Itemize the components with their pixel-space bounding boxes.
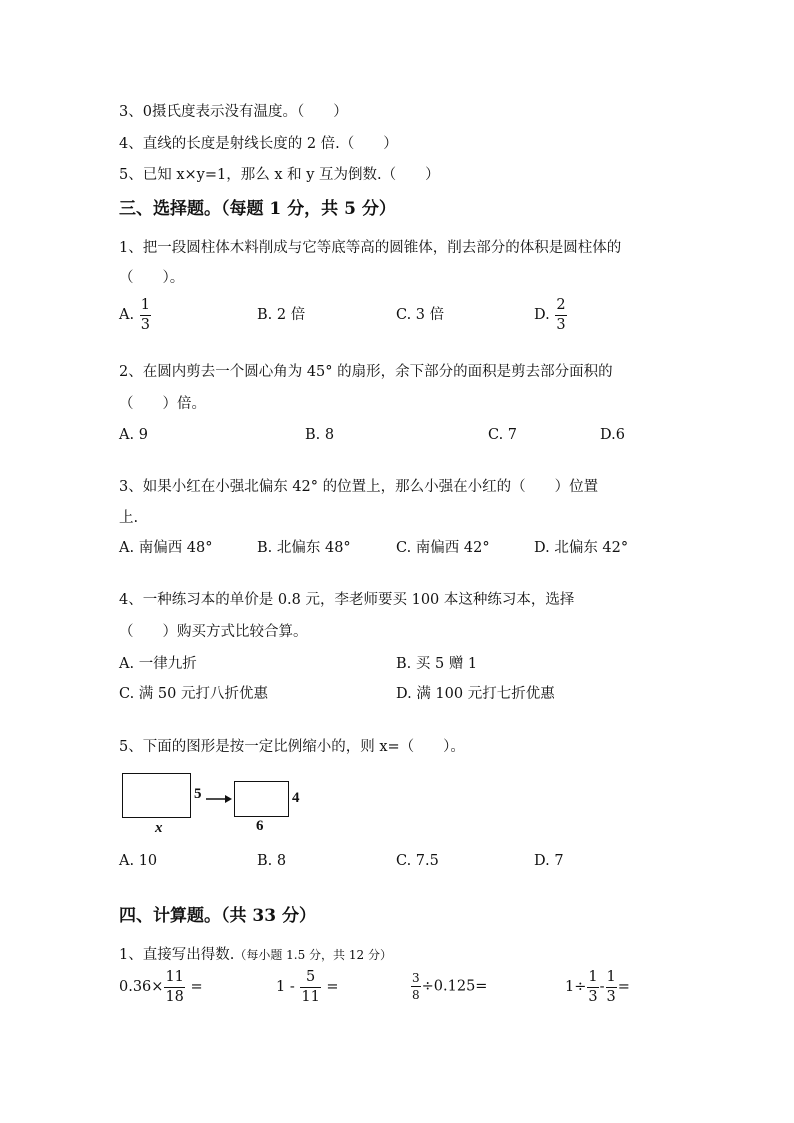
option-d: D. 北偏东 42° bbox=[534, 540, 629, 556]
option-c: C. 3 倍 bbox=[396, 307, 445, 323]
question-text: 2、在圆内剪去一个圆心角为 45° 的扇形，余下部分的面积是剪去部分面积的 bbox=[119, 364, 613, 380]
label-4: 4 bbox=[292, 790, 300, 806]
label-x: x bbox=[155, 820, 163, 836]
section-heading: 三、选择题。（每题 1 分，共 5 分） bbox=[119, 199, 396, 219]
option-c: C. 满 50 元打八折优惠 bbox=[119, 686, 268, 702]
option-a: A. 南偏西 48° bbox=[119, 540, 213, 556]
judgement-item: 4、直线的长度是射线长度的 2 倍.（ ） bbox=[119, 136, 398, 152]
calc-expression-2: 1 - $\frac{5}{11}$ = bbox=[276, 969, 339, 1005]
arrow-right-icon bbox=[205, 793, 233, 805]
calc-expression-4: 1÷ $\frac{1}{3}$ - $\frac{1}{3}$ = bbox=[565, 969, 630, 1005]
option-d: D. $\frac{2}{3}$ bbox=[534, 297, 566, 333]
option-c: C. 7.5 bbox=[396, 853, 439, 869]
option-d: D. 满 100 元打七折优惠 bbox=[396, 686, 555, 702]
option-a: A. $\frac{1}{3}$ bbox=[119, 297, 150, 333]
option-a: A. 9 bbox=[119, 427, 148, 443]
option-c: C. 7 bbox=[488, 427, 518, 443]
large-rectangle bbox=[122, 773, 191, 818]
question-text: 5、下面的图形是按一定比例缩小的，则 x=（ ）。 bbox=[119, 739, 465, 755]
label-6: 6 bbox=[256, 818, 264, 834]
option-b: B. 2 倍 bbox=[257, 307, 306, 323]
option-b: B. 北偏东 48° bbox=[257, 540, 351, 556]
question-text: 上. bbox=[119, 510, 139, 526]
label-5: 5 bbox=[194, 786, 202, 802]
calc-expression-1: 0.36× $\frac{11}{18}$ = bbox=[119, 969, 203, 1005]
judgement-item: 5、已知 x×y=1，那么 x 和 y 互为倒数.（ ） bbox=[119, 167, 440, 183]
question-text: （ ）倍。 bbox=[119, 396, 206, 412]
question-text: （ ）购买方式比较合算。 bbox=[119, 624, 308, 640]
question-text: 3、如果小红在小强北偏东 42° 的位置上，那么小强在小红的（ ）位置 bbox=[119, 479, 599, 495]
option-b: B. 8 bbox=[305, 427, 335, 443]
question-text: 1、直接写出得数.（每小题 1.5 分，共 12 分） bbox=[119, 947, 392, 963]
option-b: B. 8 bbox=[257, 853, 287, 869]
option-d: D. 7 bbox=[534, 853, 564, 869]
option-a: A. 10 bbox=[119, 853, 158, 869]
calc-expression-3: $\frac{3}{8}$ ÷0.125= bbox=[412, 971, 488, 1002]
small-rectangle bbox=[234, 781, 289, 817]
section-heading: 四、计算题。（共 33 分） bbox=[119, 906, 316, 926]
question-text: 4、一种练习本的单价是 0.8 元，李老师要买 100 本这种练习本，选择 bbox=[119, 592, 575, 608]
option-b: B. 买 5 赠 1 bbox=[396, 656, 478, 672]
judgement-item: 3、0摄氏度表示没有温度。（ ） bbox=[119, 104, 348, 120]
question-text: 1、把一段圆柱体木料削成与它等底等高的圆锥体，削去部分的体积是圆柱体的 bbox=[119, 240, 622, 256]
option-c: C. 南偏西 42° bbox=[396, 540, 490, 556]
option-d: D.6 bbox=[600, 427, 625, 443]
option-a: A. 一律九折 bbox=[119, 656, 197, 672]
question-text: （ ）。 bbox=[119, 270, 185, 286]
